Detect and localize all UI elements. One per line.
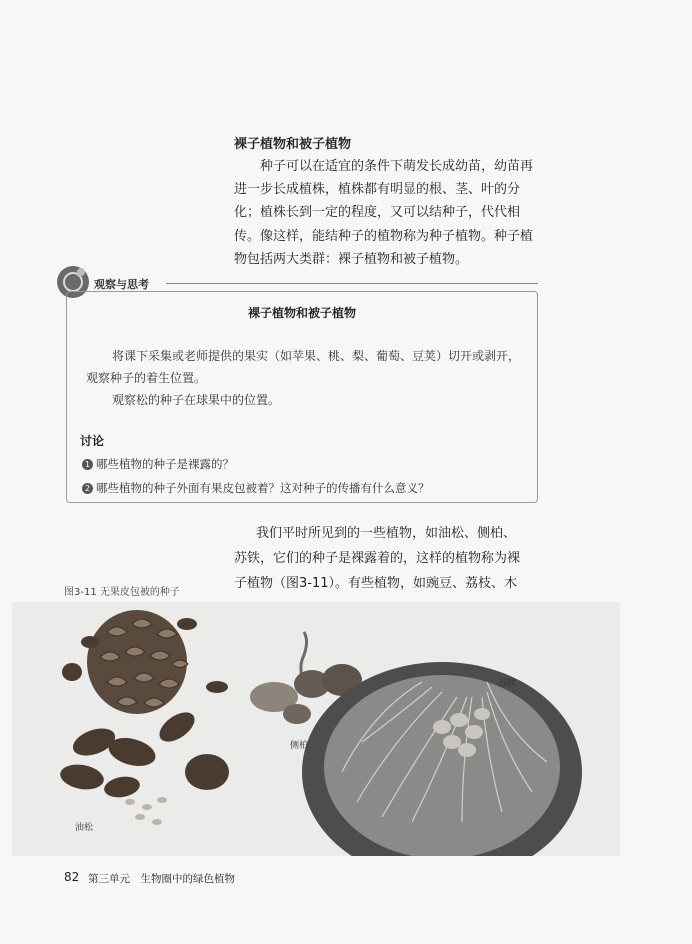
figure-caption: 图3-11 无果皮包被的种子 (64, 587, 180, 598)
label-cycad: 苏铁 (498, 679, 517, 689)
activity-step-1: 将课下采集或老师提供的果实（如苹果、桃、梨、葡萄、豆荚）切开或剥开，观察种子的着生位置。 (86, 349, 521, 385)
label-arborvitae: 侧柏 (290, 741, 309, 751)
body-line-1: 我们平时所见到的一些植物，如油松、侧柏、 (256, 526, 517, 541)
header-rule (166, 283, 538, 284)
question-number-2: 2 (82, 483, 93, 494)
question-2: 2 哪些植物的种子外面有果皮包被着？这对种子的传播有什么意义？ (82, 480, 430, 496)
running-title: 第三单元 生物圈中的绿色植物 (88, 873, 235, 885)
body-line-2: 苏铁，它们的种子是裸露着的，这样的植物称为裸 (234, 551, 521, 566)
section-heading: 裸子植物和被子植物 (234, 137, 352, 152)
plant-illustrations (12, 602, 620, 856)
observe-box-header: 观察与思考 (94, 278, 149, 291)
page-number: 82 (64, 870, 80, 884)
activity-step-2: 观察松的种子在球果中的位置。 (112, 393, 281, 407)
seed-plants-figure (12, 602, 620, 856)
discussion-label: 讨论 (80, 434, 105, 448)
label-pine: 油松 (75, 823, 94, 833)
question-number-1: 1 (82, 459, 93, 470)
intro-paragraph: 种子可以在适宜的条件下萌发长成幼苗，幼苗再进一步长成植株，植株都有明显的根、茎、叶的分化；植株长到一定的程度，又可以结种子，代代相传。像这样，能结种子的植物称为种子植物。种子植物包括两大类群：裸子植物和被子植物。 (234, 159, 534, 267)
question-1: 1 哪些植物的种子是裸露的？ (82, 456, 234, 472)
observe-box-text (86, 345, 526, 411)
body-line-3: 子植物（图3-11）。有些植物，如豌豆、荔枝、木 (234, 576, 518, 591)
observe-box-title: 裸子植物和被子植物 (247, 306, 356, 320)
body-paragraph (234, 521, 546, 596)
pine-cone-image (58, 610, 229, 825)
